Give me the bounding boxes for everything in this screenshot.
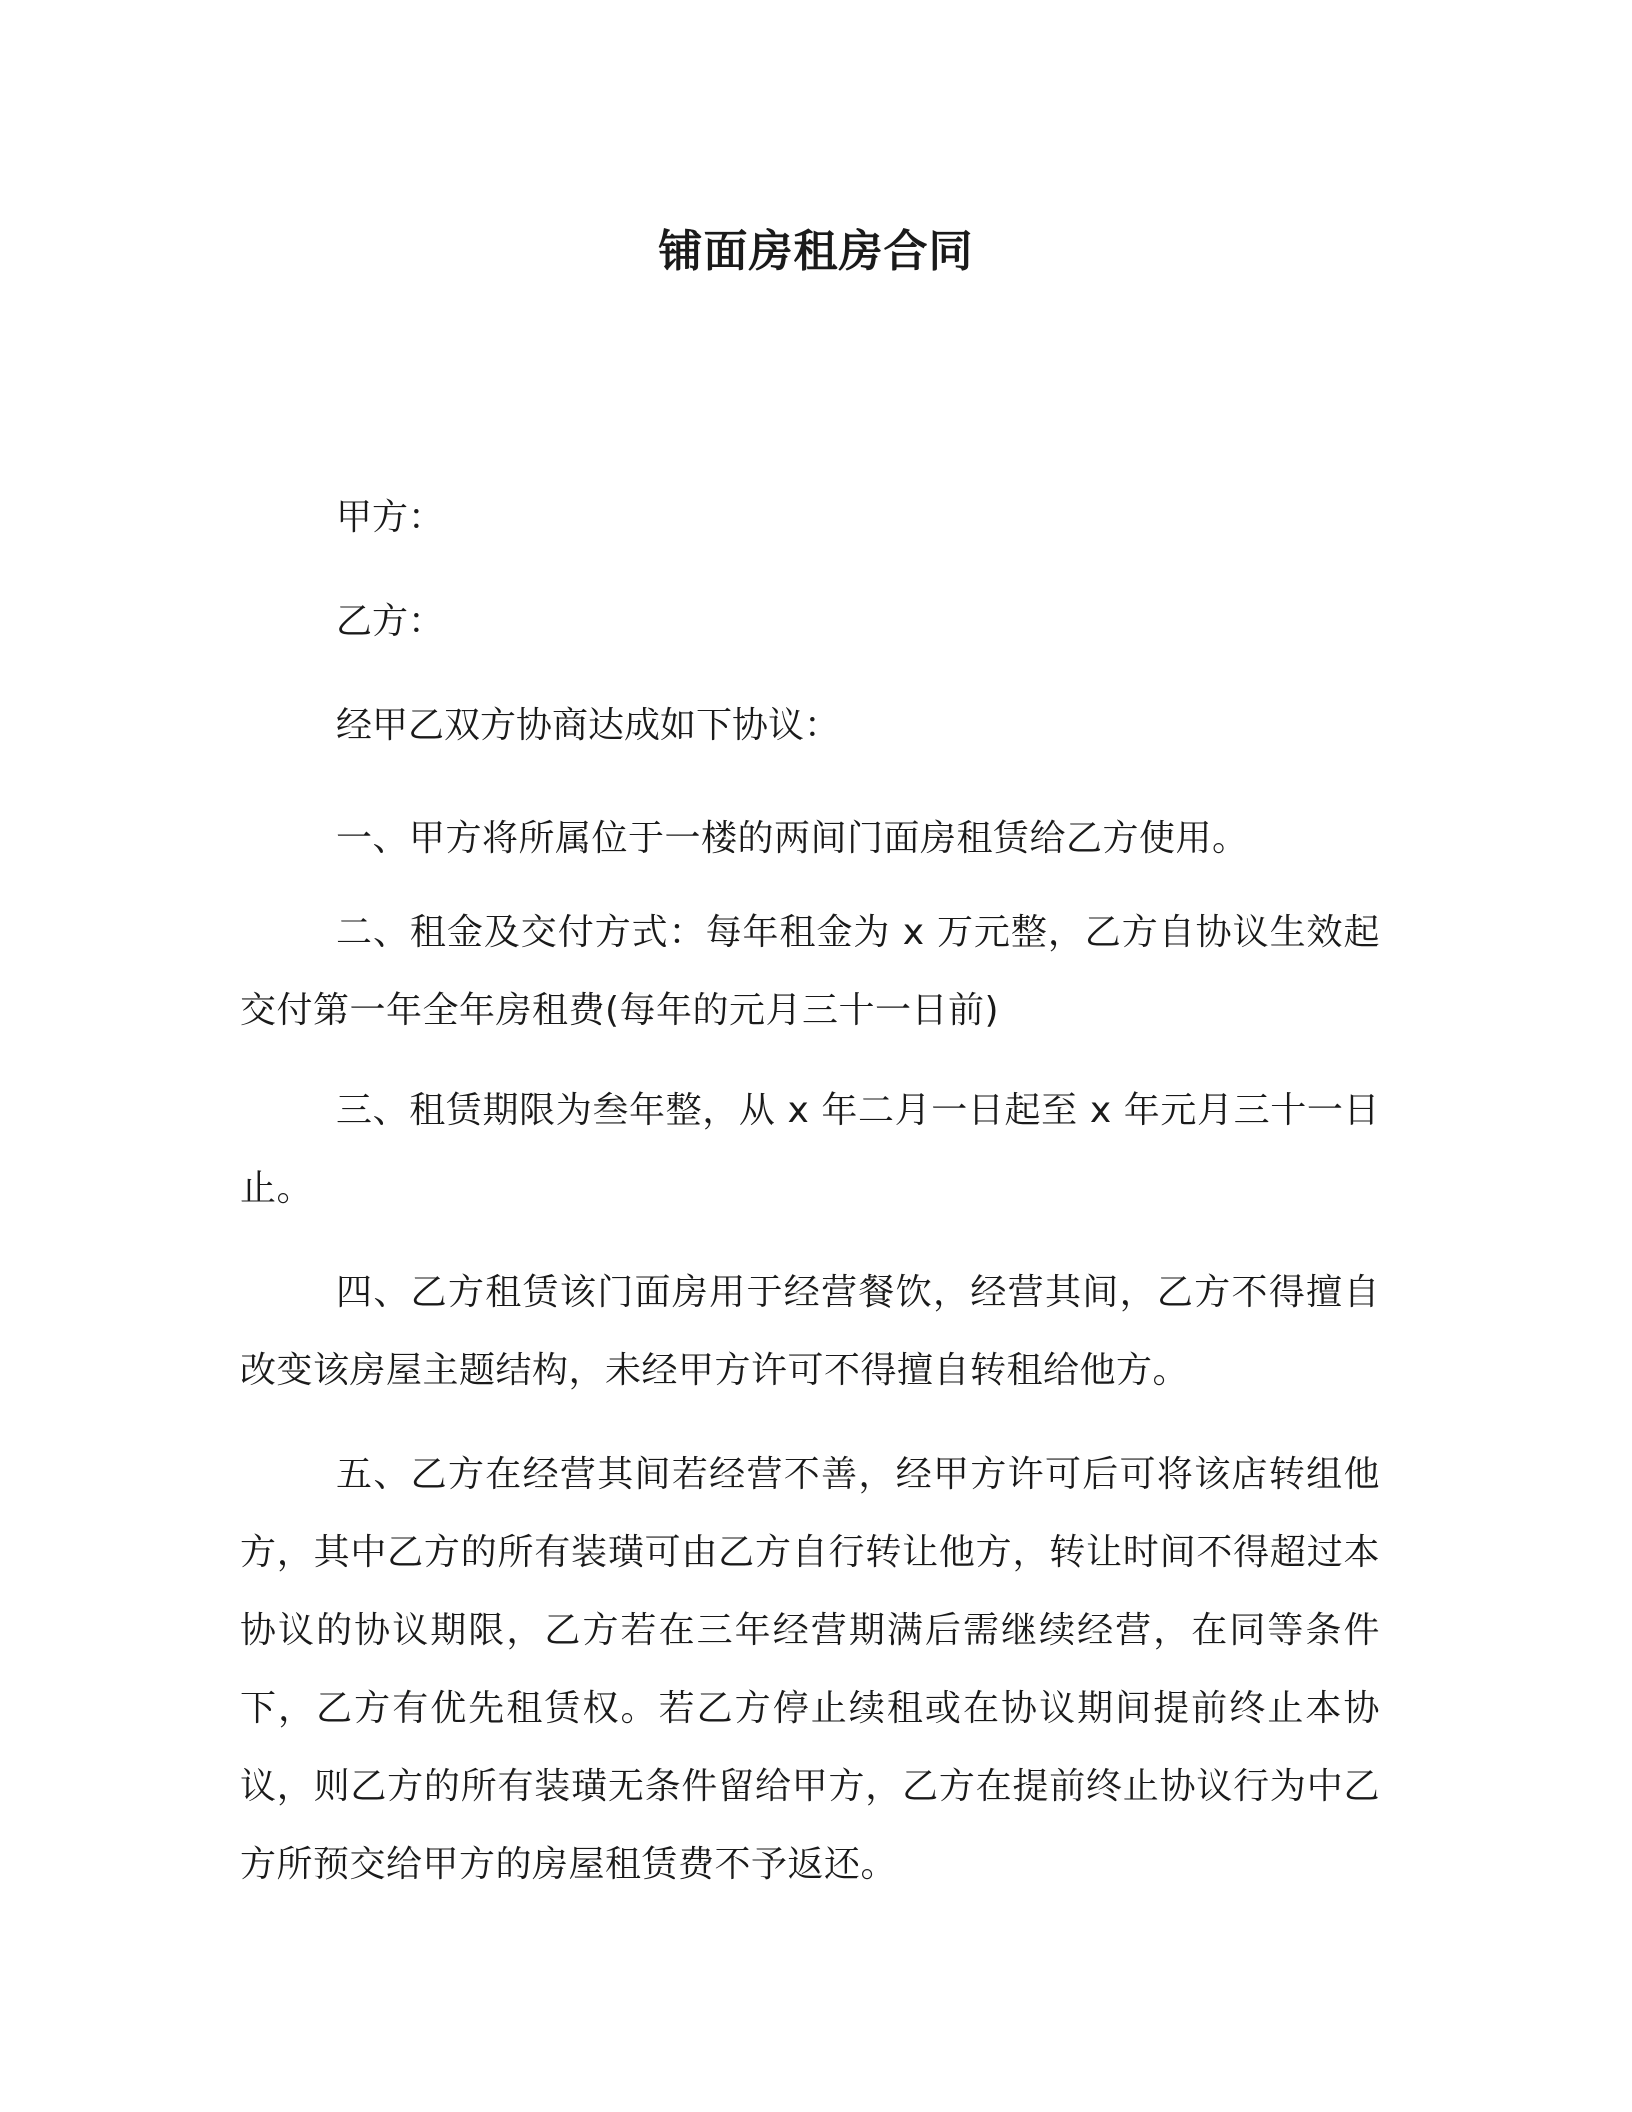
clause-4-text: 四、乙方租赁该门面房用于经营餐饮，经营其间，乙方不得擅自改变该房屋主题结构，未经甲方许可不得擅自转租给他方。 <box>240 1272 1380 1391</box>
clause-1 <box>240 800 1380 878</box>
clause-2-text: 二、租金及交付方式：每年租金为 x 万元整，乙方自协议生效起交付第一年全年房租费(每年的元月三十一日前) <box>240 912 1380 1031</box>
party-a-line: 甲方： <box>336 497 445 538</box>
clause-5 <box>240 1436 1380 1904</box>
clause-5-text: 五、乙方在经营其间若经营不善，经甲方许可后可将该店转组他方，其中乙方的所有装璜可由乙方自行转让他方，转让时间不得超过本协议的协议期限，乙方若在三年经营期满后需继续经营，在同等条件下，乙方有优先租赁权。若乙方停止续租或在协议期间提前终止本协议，则乙方的所有装璜无条件留给甲方，乙方在提前终止协议行为中乙方所预交给甲方的房屋租赁费不予返还。 <box>240 1454 1380 1885</box>
intro-line: 经甲乙双方协商达成如下协议： <box>336 705 841 746</box>
clause-4 <box>240 1254 1380 1410</box>
clause-1-text: 一、甲方将所属位于一楼的两间门面房租赁给乙方使用。 <box>336 818 1249 859</box>
clause-3 <box>240 1072 1380 1228</box>
clause-2 <box>240 894 1380 1050</box>
clause-3-text: 三、租赁期限为叁年整，从 x 年二月一日起至 x 年元月三十一日止。 <box>240 1090 1380 1209</box>
document-title: 铺面房租房合同 <box>658 226 974 277</box>
party-b-line: 乙方： <box>336 601 445 642</box>
